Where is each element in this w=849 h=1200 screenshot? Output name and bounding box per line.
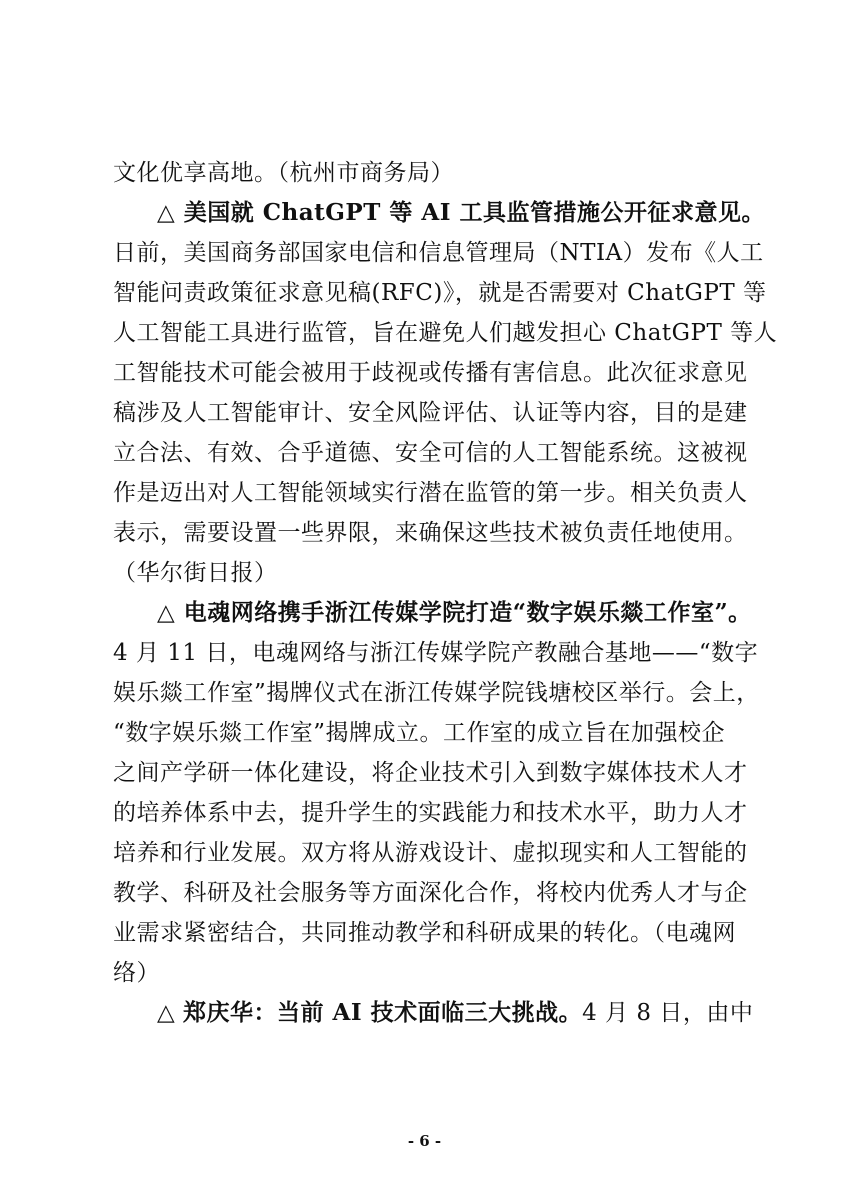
news-title-text: 电魂网络携手浙江传媒学院打造“数字娱乐燚工作室”。 xyxy=(183,599,752,626)
triangle-marker: △ xyxy=(157,199,176,226)
paragraph-line: 立合法、有效、合乎道德、安全可信的人工智能系统。这被视 xyxy=(113,440,748,466)
paragraph-line: 人工智能工具进行监管，旨在避免人们越发担心 ChatGPT 等人 xyxy=(113,320,778,346)
paragraph-line: 络） xyxy=(113,960,160,986)
news-item-title xyxy=(113,993,753,1033)
paragraph-line: 表示，需要设置一些界限，来确保这些技术被负责任地使用。 xyxy=(113,520,748,546)
intro-line: 文化优享高地。（杭州市商务局） xyxy=(113,160,454,186)
paragraph-line: 培养和行业发展。双方将从游戏设计、虚拟现实和人工智能的 xyxy=(113,840,748,866)
paragraph-line: 教学、科研及社会服务等方面深化合作，将校内优秀人才与企 xyxy=(113,880,748,906)
intro-paragraph xyxy=(113,153,753,193)
paragraph-line: 作是迈出对人工智能领域实行潜在监管的第一步。相关负责人 xyxy=(113,480,748,506)
triangle-marker: △ xyxy=(157,999,176,1026)
news-title-text: 郑庆华：当前 AI 技术面临三大挑战。 xyxy=(183,999,583,1026)
news-title-text: 美国就 ChatGPT 等 AI 工具监管措施公开征求意见。 xyxy=(183,199,765,226)
paragraph-line: 娱乐燚工作室”揭牌仪式在浙江传媒学院钱塘校区举行。会上， xyxy=(113,680,760,706)
news-item-title xyxy=(113,193,765,233)
triangle-marker: △ xyxy=(157,599,176,626)
paragraph-line: “数字娱乐燚工作室”揭牌成立。工作室的成立旨在加强校企 xyxy=(113,720,726,746)
page-number: - 6 - xyxy=(407,1132,442,1150)
news-item-title xyxy=(113,593,753,633)
paragraph-line: 稿涉及人工智能审计、安全风险评估、认证等内容，目的是建 xyxy=(113,400,748,426)
paragraph-line: 业需求紧密结合，共同推动教学和科研成果的转化。（电魂网 xyxy=(113,920,736,946)
news-item-dianhun xyxy=(113,593,760,993)
paragraph-line: 4 月 11 日，电魂网络与浙江传媒学院产教融合基地——“数字 xyxy=(113,640,759,666)
paragraph-line: 的培养体系中去，提升学生的实践能力和技术水平，助力人才 xyxy=(113,800,748,826)
paragraph-line: 之间产学研一体化建设，将企业技术引入到数字媒体技术人才 xyxy=(113,760,748,786)
news-item-ntia xyxy=(113,193,778,593)
paragraph-tail: 4 月 8 日，由中 xyxy=(582,1000,754,1026)
news-item-zheng xyxy=(113,993,753,1033)
paragraph-line: （华尔街日报） xyxy=(113,560,278,586)
paragraph-line: 智能问责政策征求意见稿(RFC)》，就是否需要对 ChatGPT 等 xyxy=(113,280,767,306)
paragraph-line: 工智能技术可能会被用于歧视或传播有害信息。此次征求意见 xyxy=(113,360,748,386)
paragraph-line: 日前，美国商务部国家电信和信息管理局（NTIA）发布《人工 xyxy=(113,240,764,266)
